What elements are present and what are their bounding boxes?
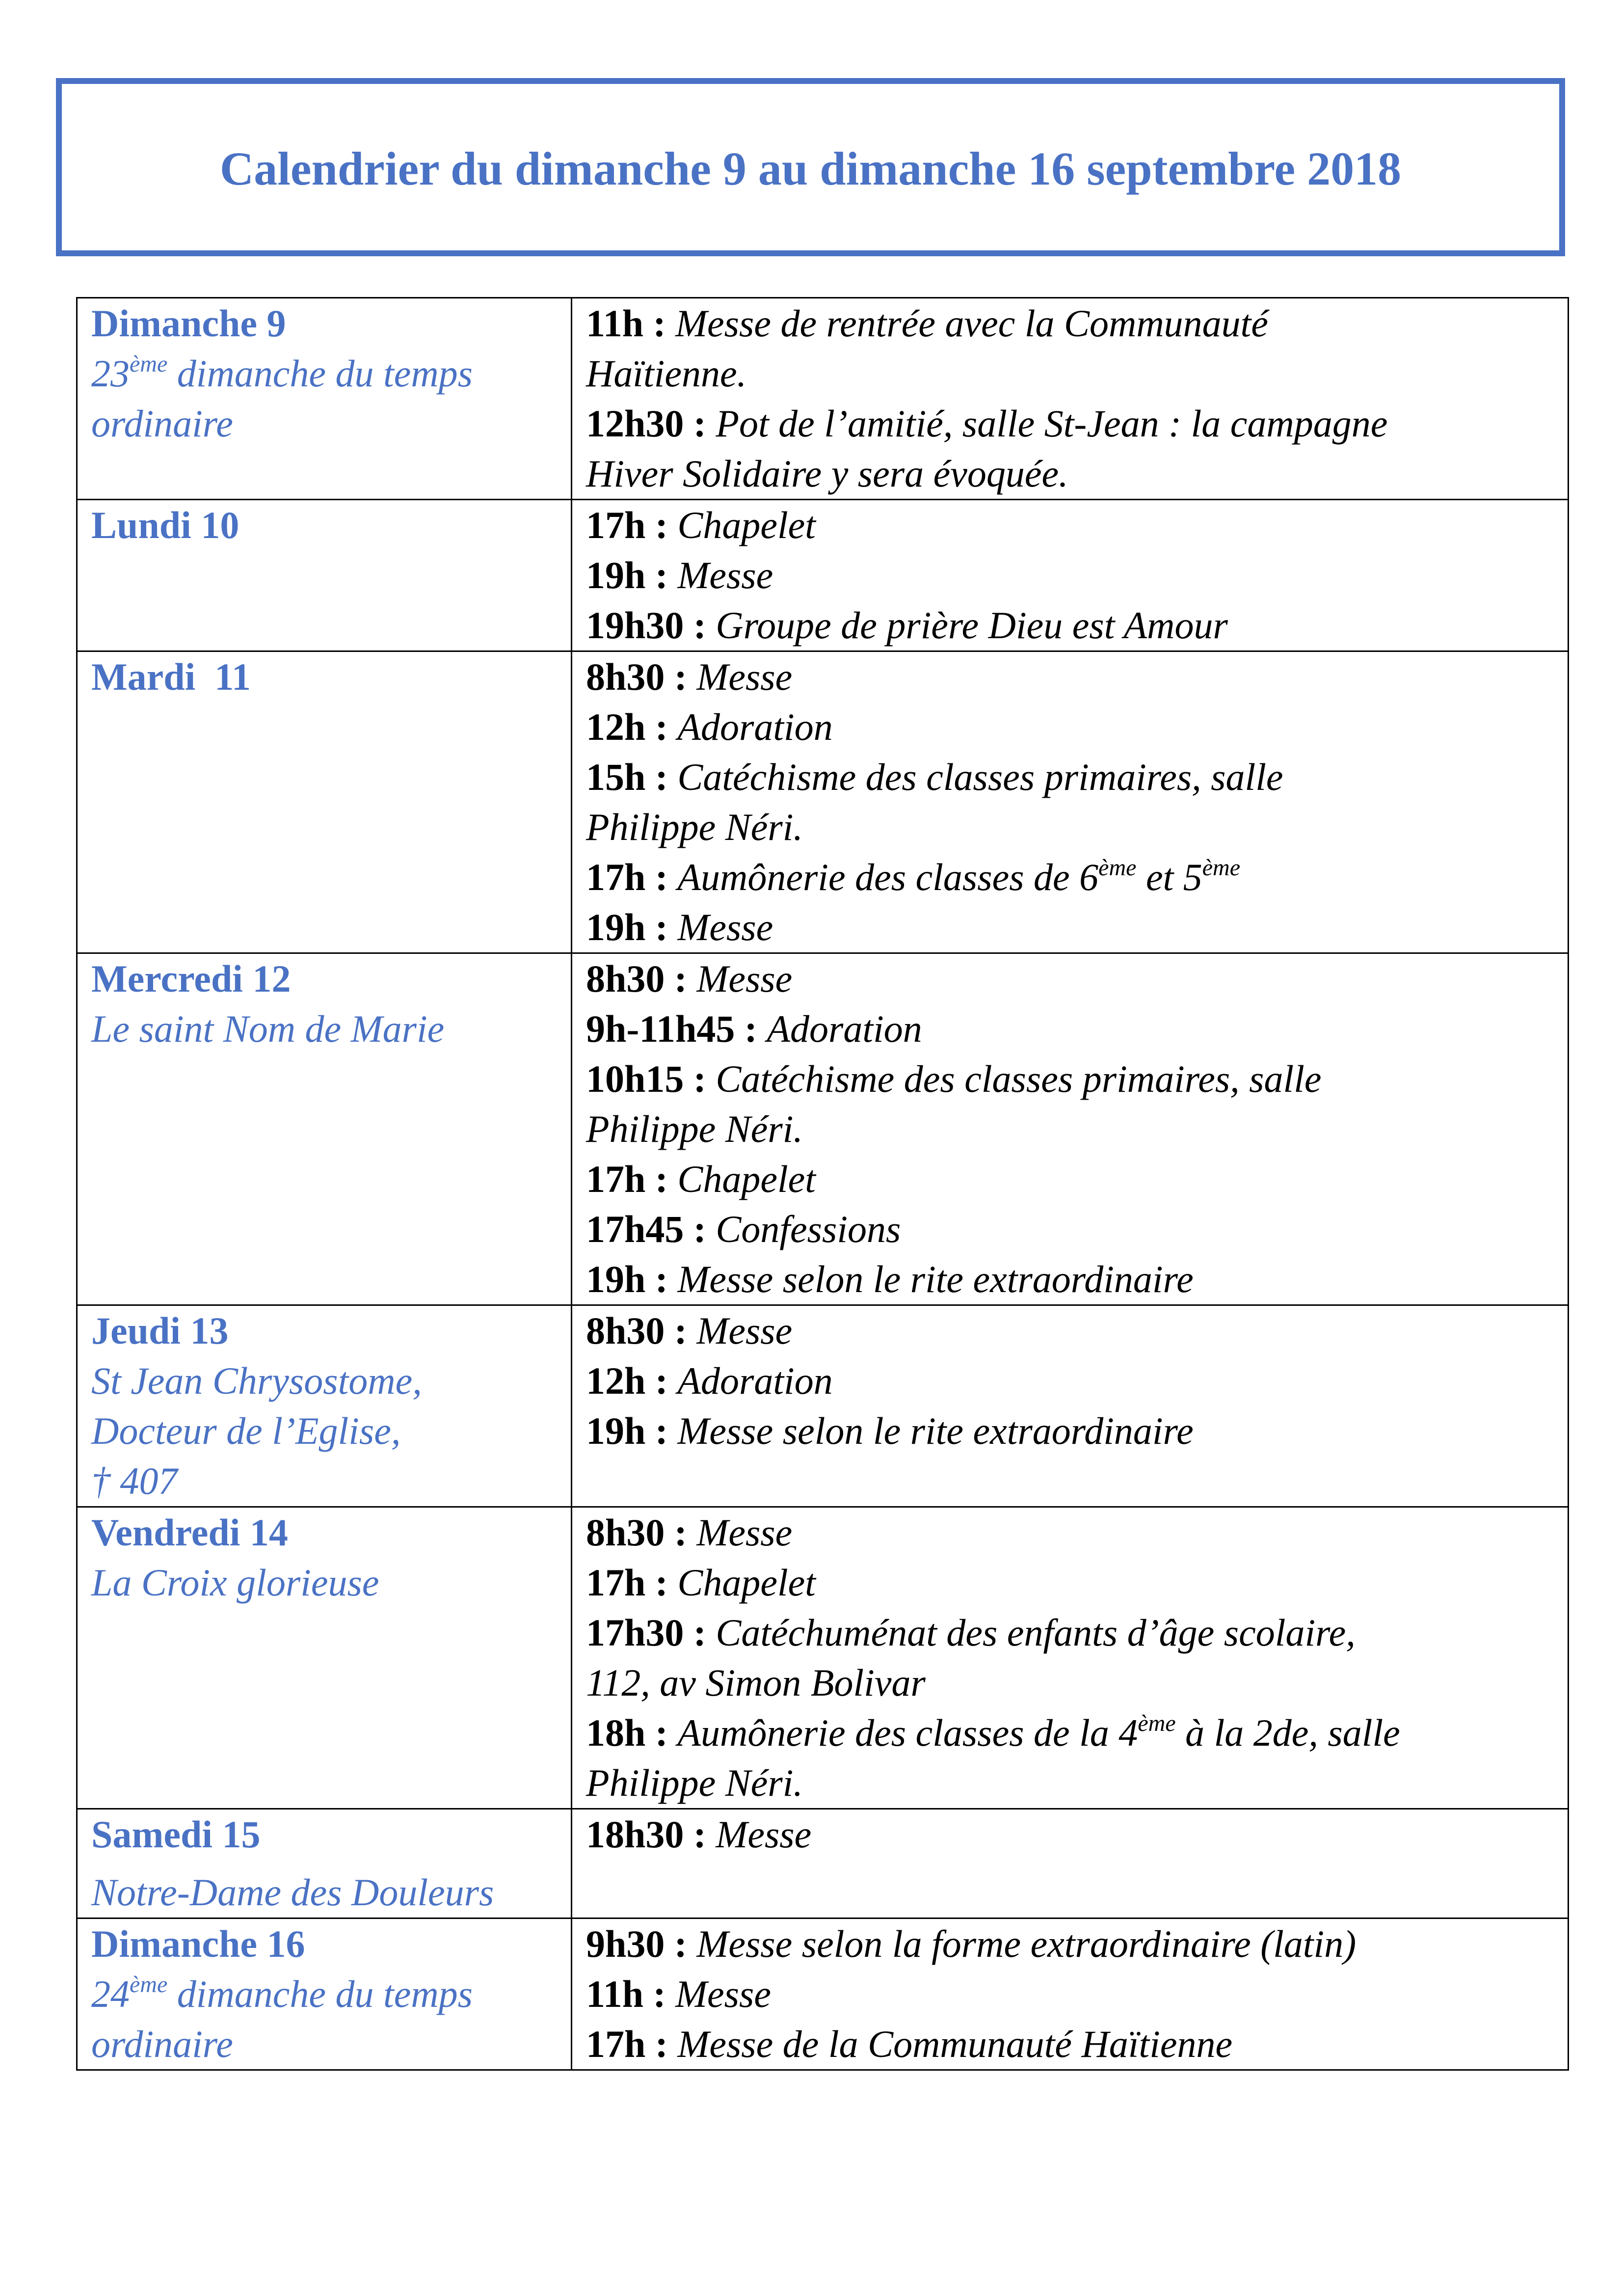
event-item: 15h : Catéchisme des classes primaires, salle	[586, 756, 1283, 798]
liturgical-note: La Croix glorieuse	[91, 1561, 379, 1604]
day-cell	[77, 500, 572, 651]
events-cell	[572, 1918, 1569, 2070]
liturgical-note: ordinaire	[91, 2023, 233, 2065]
table-row	[77, 298, 1569, 500]
table-row	[77, 1918, 1569, 2070]
event-item: 12h : Adoration	[586, 705, 833, 748]
day-name: Mardi 11	[91, 655, 251, 698]
table-row	[77, 500, 1569, 651]
event-item: 17h : Messe de la Communauté Haïtienne	[586, 2023, 1233, 2065]
events-cell	[572, 1507, 1569, 1809]
event-item: 17h : Chapelet	[586, 1158, 816, 1200]
events-cell	[572, 500, 1569, 651]
event-item: 17h : Aumônerie des classes de 6ème et 5ème	[586, 855, 1241, 898]
event-item-continued: Philippe Néri.	[586, 1761, 803, 1804]
events-cell	[572, 1809, 1569, 1918]
title-box	[56, 78, 1565, 256]
liturgical-note: 24ème dimanche du temps	[91, 1972, 473, 2015]
event-item: 9h30 : Messe selon la forme extraordinaire (latin)	[586, 1922, 1357, 1965]
event-item-continued: Philippe Néri.	[586, 1107, 803, 1150]
day-cell	[77, 1507, 572, 1809]
event-item-continued: Philippe Néri.	[586, 806, 803, 848]
event-item: 19h : Messe selon le rite extraordinaire	[586, 1258, 1194, 1300]
liturgical-note: Docteur de l’Eglise,	[91, 1409, 401, 1452]
event-item: 17h30 : Catéchuménat des enfants d’âge scolaire,	[586, 1611, 1356, 1654]
day-cell	[77, 1918, 572, 2070]
day-name: Jeudi 13	[91, 1309, 229, 1352]
event-item: 9h-11h45 : Adoration	[586, 1007, 922, 1050]
events-cell	[572, 1305, 1569, 1507]
events-cell	[572, 953, 1569, 1305]
day-name: Dimanche 16	[91, 1922, 305, 1965]
event-item: 18h30 : Messe	[586, 1813, 812, 1856]
day-name: Lundi 10	[91, 504, 239, 546]
event-item: 10h15 : Catéchisme des classes primaires, salle	[586, 1057, 1322, 1100]
day-cell	[77, 298, 572, 500]
day-cell	[77, 1809, 572, 1918]
spacer	[91, 1860, 571, 1867]
events-cell	[572, 298, 1569, 500]
table-row	[77, 1507, 1569, 1809]
liturgical-note: 23ème dimanche du temps	[91, 351, 473, 395]
table-row	[77, 1305, 1569, 1507]
event-item: 8h30 : Messe	[586, 655, 793, 698]
event-item-continued: Haïtienne.	[586, 352, 747, 395]
event-item: 19h : Messe	[586, 554, 773, 596]
day-name: Mercredi 12	[91, 957, 291, 1000]
event-item: 12h30 : Pot de l’amitié, salle St-Jean : la campagne	[586, 402, 1388, 445]
event-item-continued: Hiver Solidaire y sera évoquée.	[586, 452, 1068, 495]
day-name: Samedi 15	[91, 1813, 261, 1856]
table-row	[77, 953, 1569, 1305]
table-row	[77, 1809, 1569, 1918]
day-cell	[77, 1305, 572, 1507]
liturgical-note: Le saint Nom de Marie	[91, 1007, 445, 1050]
event-item: 17h : Chapelet	[586, 1561, 816, 1604]
calendar-table	[76, 297, 1569, 2071]
liturgical-note: ordinaire	[91, 402, 233, 445]
event-item-continued: 112, av Simon Bolivar	[586, 1661, 926, 1704]
liturgical-note: St Jean Chrysostome,	[91, 1359, 422, 1402]
event-item: 8h30 : Messe	[586, 1309, 793, 1352]
event-item: 18h : Aumônerie des classes de la 4ème à la 2de, salle	[586, 1710, 1400, 1754]
event-item: 17h45 : Confessions	[586, 1208, 901, 1250]
event-item: 8h30 : Messe	[586, 957, 793, 1000]
liturgical-note: Notre-Dame des Douleurs	[91, 1871, 494, 1914]
page-title: Calendrier du dimanche 9 au dimanche 16 septembre 2018	[219, 142, 1402, 195]
table-row	[77, 651, 1569, 953]
event-item: 11h : Messe de rentrée avec la Communauté	[586, 302, 1268, 345]
event-item: 19h : Messe selon le rite extraordinaire	[586, 1409, 1194, 1452]
event-item: 11h : Messe	[586, 1972, 771, 2015]
day-name: Dimanche 9	[91, 302, 286, 345]
events-cell	[572, 651, 1569, 953]
day-name: Vendredi 14	[91, 1511, 288, 1554]
event-item: 12h : Adoration	[586, 1359, 833, 1402]
day-cell	[77, 651, 572, 953]
event-item: 19h : Messe	[586, 906, 773, 948]
event-item: 17h : Chapelet	[586, 504, 816, 546]
event-item: 19h30 : Groupe de prière Dieu est Amour	[586, 604, 1228, 647]
liturgical-note: † 407	[91, 1459, 178, 1502]
event-item: 8h30 : Messe	[586, 1511, 793, 1554]
day-cell	[77, 953, 572, 1305]
